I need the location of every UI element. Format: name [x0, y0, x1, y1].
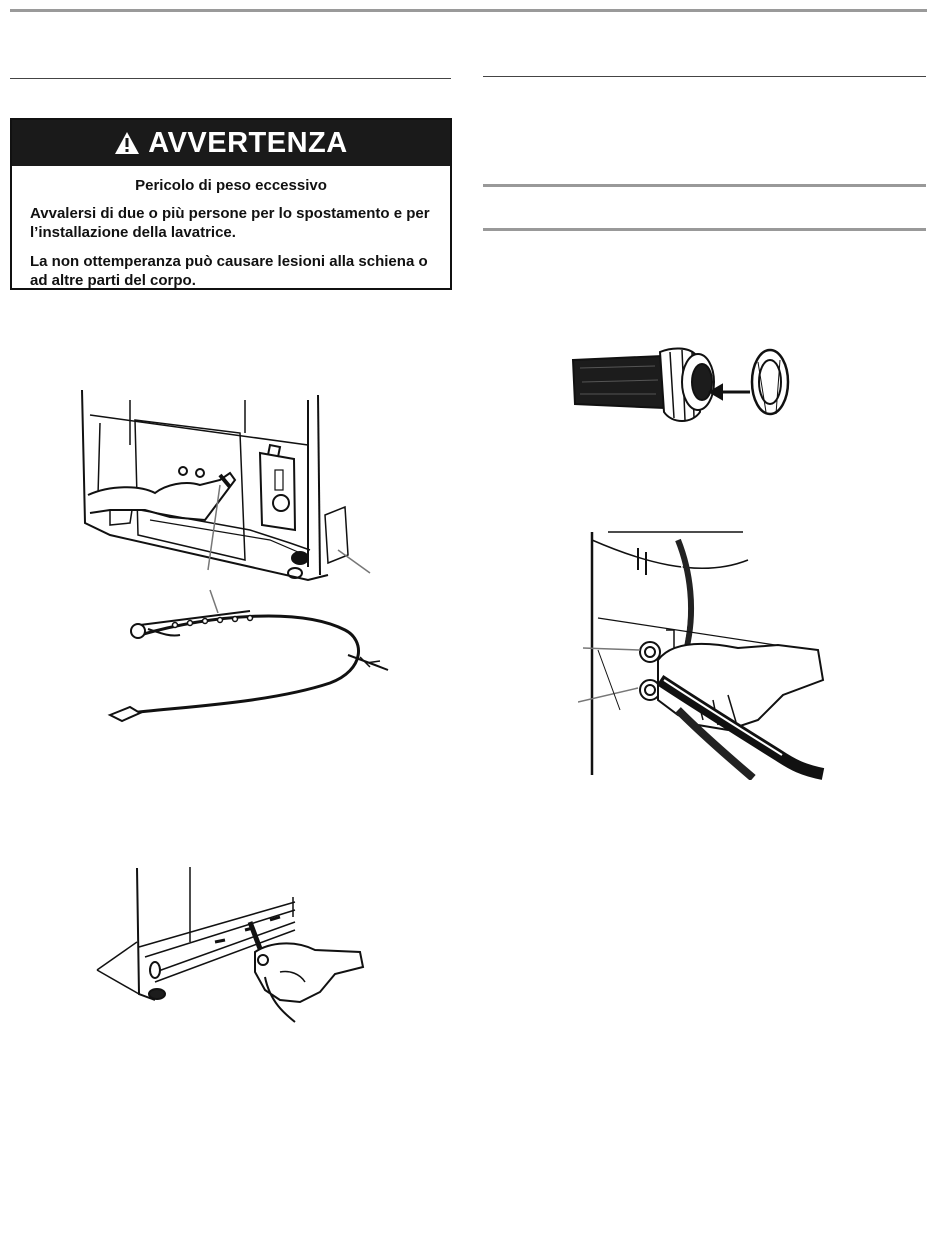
hose-washer-illustration	[570, 342, 810, 432]
warning-body	[12, 166, 450, 290]
remove-bolts-illustration	[95, 862, 370, 1024]
warning-triangle-icon	[114, 131, 140, 155]
warning-banner	[12, 120, 450, 166]
shipping-strap-illustration	[70, 385, 390, 730]
cabinet-outline	[137, 868, 155, 1000]
right-column-rule-2	[483, 184, 926, 187]
service-panel	[260, 453, 295, 530]
page-top-rule	[10, 9, 927, 12]
warning-title: AVVERTENZA	[148, 126, 348, 159]
warning-consequence: La non ottemperanza può causare lesioni alla schiena o ad altre parti del corpo.	[30, 253, 428, 289]
inlet-hose-connection-illustration	[578, 530, 828, 780]
right-column-rule-1	[483, 76, 926, 77]
warning-instruction: Avvalersi di due o più persone per lo spostamento e per l’installazione della lavatrice.	[30, 205, 430, 241]
hot-inlet-valve	[640, 642, 660, 662]
shipping-strap	[130, 616, 359, 713]
left-column-rule	[10, 78, 451, 79]
right-column-rule-3	[483, 228, 926, 231]
warning-box	[10, 118, 452, 290]
warning-subtitle: Pericolo di peso eccessivo	[135, 177, 327, 194]
